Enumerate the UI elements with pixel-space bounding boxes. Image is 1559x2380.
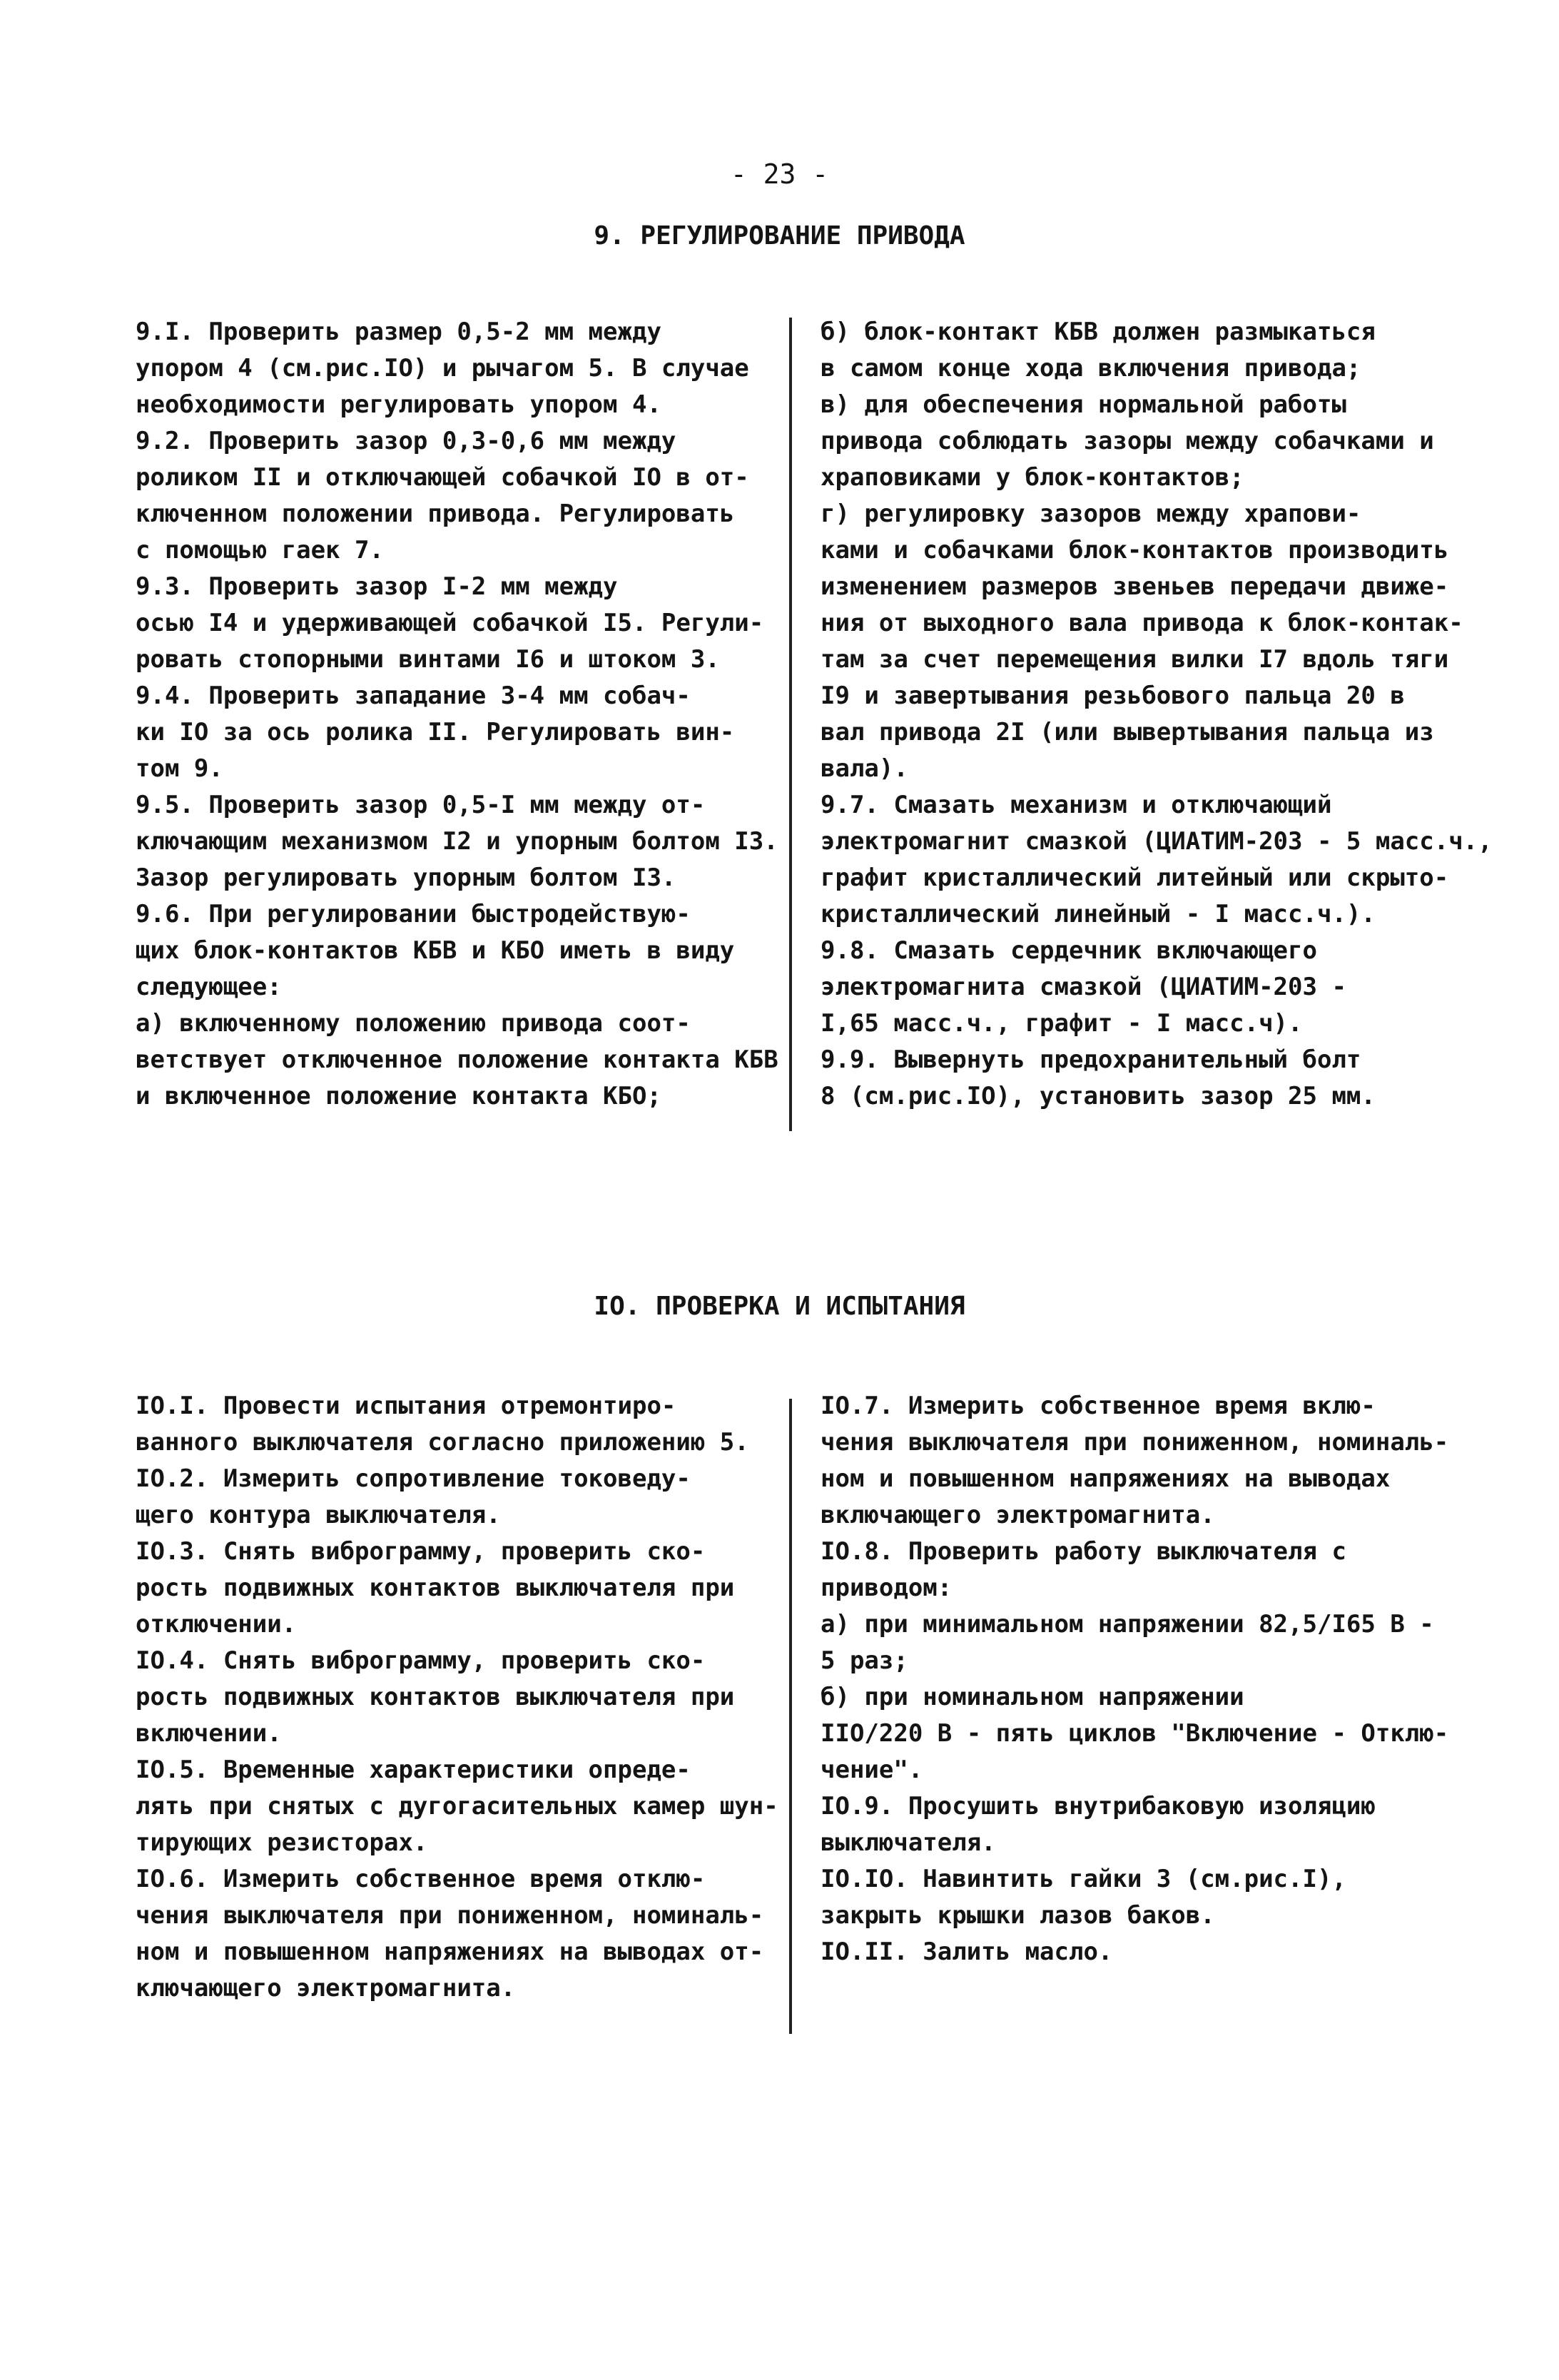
- text-line: электромагнита смазкой (ЦИАТИМ-203 -: [821, 973, 1346, 1001]
- text-line: рость подвижных контактов выключателя при: [136, 1683, 735, 1711]
- section-9-left-column: [136, 314, 778, 1115]
- text-line: упором 4 (см.рис.IO) и рычагом 5. В случае: [136, 354, 749, 383]
- text-line: чения выключателя при пониженном, номиналь-: [821, 1428, 1449, 1457]
- text-line: IIO/220 В - пять циклов "Включение - Отклю-: [821, 1719, 1449, 1748]
- text-line: б) при номинальном напряжении: [821, 1683, 1244, 1711]
- text-line: 9.3. Проверить зазор I-2 мм между: [136, 572, 618, 601]
- text-line: щих блок-контактов КБВ и КБО иметь в виду: [136, 936, 735, 965]
- text-line: IO.6. Измерить собственное время отклю-: [136, 1865, 706, 1893]
- text-line: г) регулировку зазоров между храпови-: [821, 500, 1361, 528]
- text-line: выключателя.: [821, 1828, 996, 1857]
- text-line: отключении.: [136, 1610, 297, 1639]
- text-line: осью I4 и удерживающей собачкой I5. Регули-: [136, 609, 764, 637]
- text-line: ном и повышенном напряжениях на выводах от-: [136, 1938, 764, 1966]
- text-line: там за счет перемещения вилки I7 вдоль тяги: [821, 645, 1449, 674]
- column-divider-section-10: [789, 1399, 792, 2034]
- column-divider-section-9: [789, 318, 792, 1131]
- text-line: вала).: [821, 754, 908, 783]
- text-line: кристаллический линейный - I масс.ч.).: [821, 900, 1376, 928]
- text-line: IO.4. Снять виброграмму, проверить ско-: [136, 1646, 706, 1675]
- text-line: 9.I. Проверить размер 0,5-2 мм между: [136, 318, 661, 346]
- text-line: и включенное положение контакта КБО;: [136, 1082, 661, 1110]
- text-line: чение".: [821, 1756, 923, 1784]
- text-line: IO.8. Проверить работу выключателя с: [821, 1537, 1346, 1566]
- text-line: IO.3. Снять виброграмму, проверить ско-: [136, 1537, 706, 1566]
- text-line: том 9.: [136, 754, 223, 783]
- text-line: IO.IO. Навинтить гайки 3 (см.рис.I),: [821, 1865, 1346, 1893]
- text-line: а) при минимальном напряжении 82,5/I65 В -: [821, 1610, 1434, 1639]
- text-line: роликом II и отключающей собачкой IO в от-: [136, 463, 749, 492]
- text-line: 9.7. Смазать механизм и отключающий: [821, 791, 1332, 819]
- text-line: IO.2. Измерить сопротивление токоведу-: [136, 1464, 691, 1493]
- text-line: 9.2. Проверить зазор 0,3-0,6 мм между: [136, 427, 676, 455]
- text-line: тирующих резисторах.: [136, 1828, 428, 1857]
- text-line: лять при снятых с дугогасительных камер шун-: [136, 1792, 778, 1821]
- section-10-right-column: [821, 1388, 1448, 1970]
- section-9-right-column: [821, 314, 1493, 1115]
- text-line: IO.5. Временные характеристики опреде-: [136, 1756, 691, 1784]
- text-line: а) включенному положению привода соот-: [136, 1009, 691, 1038]
- text-line: IO.I. Провести испытания отремонтиро-: [136, 1392, 676, 1420]
- text-line: IO.9. Просушить внутрибаковую изоляцию: [821, 1792, 1376, 1821]
- text-line: ном и повышенном напряжениях на выводах: [821, 1464, 1391, 1493]
- page-number: - 23 -: [730, 158, 829, 190]
- text-line: храповиками у блок-контактов;: [821, 463, 1244, 492]
- text-line: следующее:: [136, 973, 282, 1001]
- text-line: I9 и завертывания резьбового пальца 20 в: [821, 682, 1405, 710]
- text-line: закрыть крышки лазов баков.: [821, 1901, 1215, 1930]
- section-9-heading: 9. РЕГУЛИРОВАНИЕ ПРИВОДА: [594, 221, 965, 250]
- text-line: ния от выходного вала привода к блок-контак-: [821, 609, 1463, 637]
- text-line: ключенном положении привода. Регулировать: [136, 500, 735, 528]
- text-line: 9.4. Проверить западание 3-4 мм собач-: [136, 682, 691, 710]
- text-line: IO.II. Залить масло.: [821, 1938, 1113, 1966]
- text-line: ками и собачками блок-контактов производить: [821, 536, 1449, 564]
- text-line: приводом:: [821, 1574, 953, 1602]
- text-line: вал привода 2I (или вывертывания пальца из: [821, 718, 1434, 746]
- text-line: 5 раз;: [821, 1646, 908, 1675]
- text-line: включающего электромагнита.: [821, 1501, 1215, 1529]
- text-line: графит кристаллический литейный или скрыто-: [821, 864, 1449, 892]
- text-line: б) блок-контакт КБВ должен размыкаться: [821, 318, 1376, 346]
- text-line: в самом конце хода включения привода;: [821, 354, 1361, 383]
- text-line: включении.: [136, 1719, 282, 1748]
- text-line: щего контура выключателя.: [136, 1501, 501, 1529]
- text-line: I,65 масс.ч., графит - I масс.ч).: [821, 1009, 1303, 1038]
- section-10-left-column: [136, 1388, 778, 2007]
- text-line: привода соблюдать зазоры между собачками и: [821, 427, 1434, 455]
- text-line: IO.7. Измерить собственное время вклю-: [821, 1392, 1376, 1420]
- text-line: электромагнит смазкой (ЦИАТИМ-203 - 5 масс.ч.,: [821, 827, 1493, 856]
- text-line: изменением размеров звеньев передачи движе-: [821, 572, 1449, 601]
- text-line: Зазор регулировать упорным болтом I3.: [136, 864, 676, 892]
- section-10-heading: IO. ПРОВЕРКА И ИСПЫТАНИЯ: [594, 1292, 965, 1321]
- text-line: 9.6. При регулировании быстродействую-: [136, 900, 691, 928]
- text-line: с помощью гаек 7.: [136, 536, 384, 564]
- text-line: в) для обеспечения нормальной работы: [821, 390, 1346, 419]
- text-line: ки IO за ось ролика II. Регулировать вин-: [136, 718, 735, 746]
- text-line: 9.9. Вывернуть предохранительный болт: [821, 1045, 1361, 1074]
- text-line: необходимости регулировать упором 4.: [136, 390, 661, 419]
- text-line: чения выключателя при пониженном, номиналь-: [136, 1901, 764, 1930]
- text-line: ключающего электромагнита.: [136, 1974, 516, 2002]
- text-line: 9.5. Проверить зазор 0,5-I мм между от-: [136, 791, 706, 819]
- text-line: ветствует отключенное положение контакта КБВ: [136, 1045, 778, 1074]
- text-line: ванного выключателя согласно приложению 5.: [136, 1428, 749, 1457]
- text-line: ровать стопорными винтами I6 и штоком 3.: [136, 645, 720, 674]
- text-line: 9.8. Смазать сердечник включающего: [821, 936, 1317, 965]
- text-line: 8 (см.рис.IO), установить зазор 25 мм.: [821, 1082, 1376, 1110]
- text-line: ключающим механизмом I2 и упорным болтом I3.: [136, 827, 778, 856]
- text-line: рость подвижных контактов выключателя при: [136, 1574, 735, 1602]
